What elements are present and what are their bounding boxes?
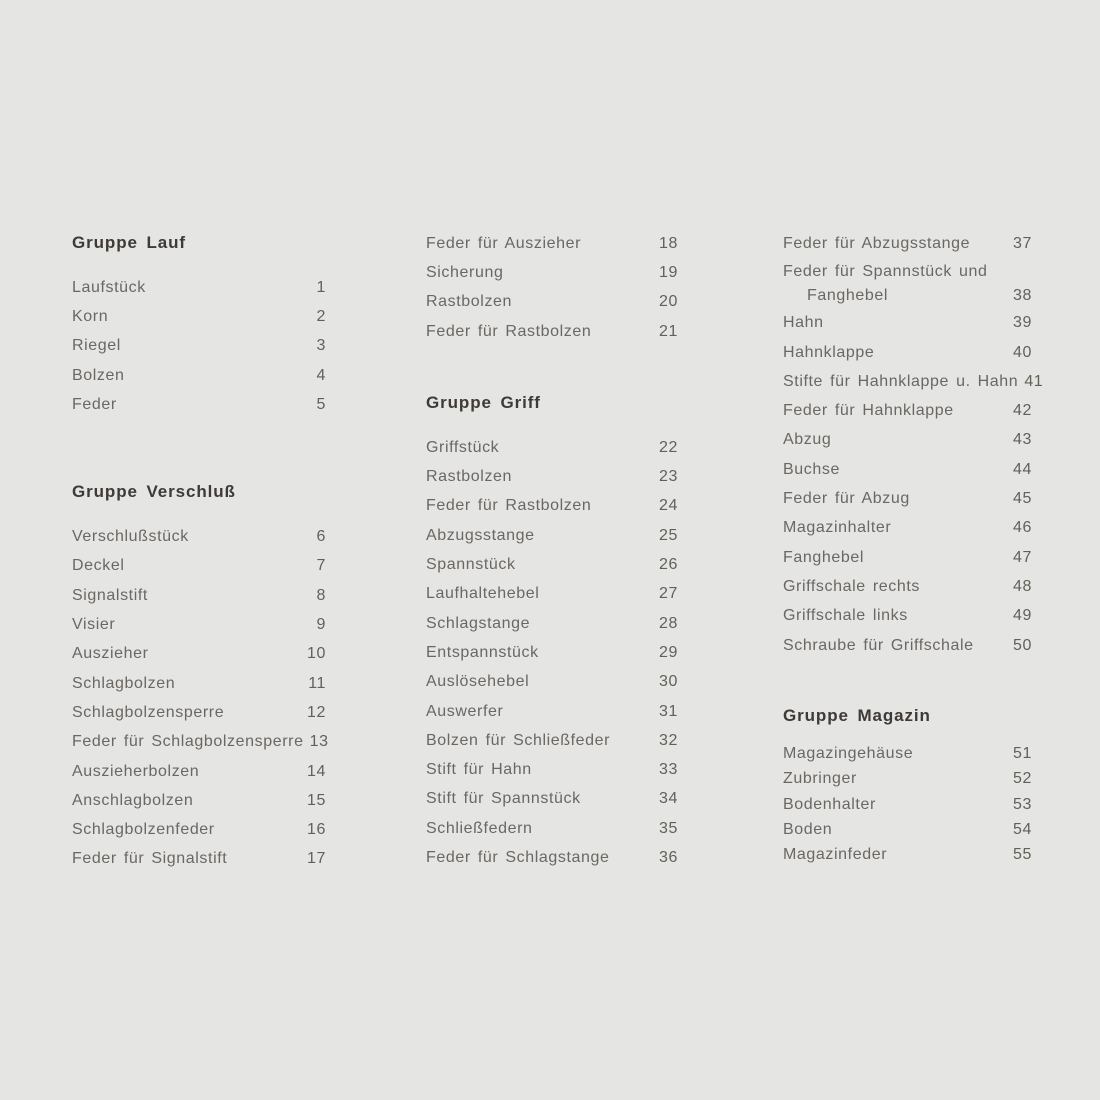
part-number: 42 [1013,402,1032,420]
part-label: Boden [783,821,833,839]
part-label: Stift für Hahn [426,761,532,779]
parts-list-row [426,462,678,491]
parts-list-row [783,309,1032,338]
part-label: Auslösehebel [426,673,530,691]
parts-list-row [783,484,1032,513]
part-number: 54 [1013,821,1032,839]
part-number: 38 [1013,286,1032,304]
parts-list-row [72,302,326,331]
part-label: Feder [72,395,117,413]
parts-column-left [72,0,329,874]
group-header: Gruppe Lauf [72,233,186,252]
part-label: Rastbolzen [426,293,513,311]
parts-list-row [783,817,1032,842]
parts-list-row [72,522,326,551]
part-label: Magazingehäuse [783,744,914,762]
part-number: 40 [1013,343,1032,361]
part-label: Zubringer [783,770,857,788]
part-label: Griffstück [426,438,500,456]
parts-list-row [72,845,326,874]
parts-list-row [783,602,1032,631]
part-label: Bolzen [72,366,125,384]
part-number: 24 [659,497,678,515]
part-number: 48 [1013,577,1032,595]
part-number: 5 [316,395,326,413]
part-label: Schlagbolzen [72,674,176,692]
parts-list-row [783,767,1032,792]
part-number: 27 [659,585,678,603]
part-number: 15 [307,791,326,809]
part-number: 50 [1013,636,1032,654]
part-number: 41 [1024,372,1044,390]
parts-list-row [783,426,1032,455]
part-label: Auszieherbolzen [72,762,200,780]
part-label: Griffschale links [783,607,908,625]
parts-list-row [72,273,326,302]
parts-column-right [783,0,1044,868]
part-label: Feder für Hahnklappe [783,402,954,420]
part-number: 53 [1013,795,1032,813]
part-number: 31 [659,702,678,720]
parts-list-row [783,792,1032,817]
part-number: 14 [307,762,326,780]
parts-list-row [426,492,678,521]
part-label: Feder für Auszieher [426,234,582,252]
part-label: Feder für Rastbolzen [426,322,592,340]
part-number: 37 [1013,234,1032,252]
part-number: 13 [309,733,329,751]
parts-list-row [426,609,678,638]
part-label: Stifte für Hahnklappe u. Hahn [783,372,1019,390]
part-number: 28 [659,614,678,632]
part-label: Feder für Abzugsstange [783,234,971,252]
parts-list-row [426,755,678,784]
parts-list-row [426,668,678,697]
parts-list-row [783,843,1032,868]
parts-list-row [783,543,1032,572]
parts-list-row [783,338,1032,367]
part-label: Hahn [783,314,824,332]
parts-list-row [426,843,678,872]
part-label: Schlagbolzenfeder [72,821,215,839]
group-header: Gruppe Verschluß [72,482,236,502]
parts-group [72,232,326,419]
parts-list-row [72,757,326,786]
part-number: 52 [1013,770,1032,788]
parts-list-row [72,669,326,698]
parts-list-row [783,514,1032,543]
part-label: Feder für Spannstück und [783,263,988,281]
part-label: Feder für Rastbolzen [426,497,592,515]
parts-list-row [426,697,678,726]
part-label: Buchse [783,460,840,478]
parts-list-row [426,638,678,667]
part-label: Sicherung [426,263,504,281]
part-number: 2 [316,307,326,325]
parts-list-row [783,741,1032,766]
part-label: Verschlußstück [72,528,189,546]
part-number: 23 [659,468,678,486]
part-label: Spannstück [426,556,516,574]
part-label: Laufhaltehebel [426,585,540,603]
part-label: Stift für Spannstück [426,790,581,808]
part-label: Schlagstange [426,614,531,632]
parts-group [783,229,1044,660]
part-number: 1 [316,278,326,296]
parts-list-row [426,317,678,346]
part-number: 10 [307,645,326,663]
part-number: 11 [308,674,326,692]
part-label: Deckel [72,557,125,575]
parts-list-row [426,433,678,462]
part-number: 25 [659,526,678,544]
part-label: Rastbolzen [426,468,513,486]
parts-list-row [72,728,329,757]
parts-list-row [783,258,1032,308]
part-number: 51 [1013,744,1032,762]
part-label: Feder für Abzug [783,490,910,508]
parts-list-row [426,521,678,550]
parts-list-row [783,229,1032,258]
parts-list-row [72,610,326,639]
part-label: Auswerfer [426,702,504,720]
part-label: Entspannstück [426,643,539,661]
part-number: 8 [316,586,326,604]
part-label: Abzug [783,431,832,449]
part-label: Auszieher [72,645,149,663]
part-label: Magazinhalter [783,519,892,537]
part-number: 33 [659,761,678,779]
parts-list-row [426,580,678,609]
part-number: 32 [659,731,678,749]
part-number: 44 [1013,460,1032,478]
part-label: Laufstück [72,278,146,296]
part-number: 7 [316,557,326,575]
parts-list-row [783,396,1032,425]
part-number: 20 [659,293,678,311]
part-number: 6 [316,528,326,546]
parts-list-row [72,815,326,844]
parts-list-row [783,455,1032,484]
part-number: 29 [659,643,678,661]
parts-list-row [783,572,1032,601]
group-header: Gruppe Magazin [783,706,931,726]
part-number: 35 [659,819,678,837]
part-label-line2: Fanghebel [807,286,889,304]
parts-list-row [72,390,326,419]
part-label: Signalstift [72,586,148,604]
parts-group [72,481,329,874]
part-number: 4 [316,366,326,384]
part-label: Hahnklappe [783,343,875,361]
parts-list-row [426,726,678,755]
parts-list-row [72,786,326,815]
part-label: Schraube für Griffschale [783,636,974,654]
parts-list-row [72,640,326,669]
part-number: 16 [307,821,326,839]
parts-list-row [426,785,678,814]
part-number: 9 [316,616,326,634]
part-label: Bolzen für Schließfeder [426,731,611,749]
group-header: Gruppe Griff [426,393,541,413]
part-number: 21 [659,322,678,340]
part-number: 43 [1013,431,1032,449]
part-number: 30 [659,673,678,691]
parts-group [783,705,1032,868]
parts-list-row [426,814,678,843]
parts-list-row [783,631,1032,660]
parts-list-row [783,367,1044,396]
part-label: Anschlagbolzen [72,791,194,809]
part-label: Korn [72,307,109,325]
part-number: 17 [307,850,326,868]
part-label: Feder für Schlagbolzensperre [72,733,304,751]
part-label: Schlagbolzensperre [72,703,225,721]
parts-column-middle [426,0,678,873]
parts-list-row [72,332,326,361]
part-label: Magazinfeder [783,846,888,864]
part-label: Visier [72,616,116,634]
part-number: 39 [1013,314,1032,332]
part-number: 45 [1013,490,1032,508]
part-label: Bodenhalter [783,795,876,813]
part-number: 22 [659,438,678,456]
part-number: 47 [1013,548,1032,566]
part-label: Abzugsstange [426,526,535,544]
part-number: 55 [1013,846,1032,864]
parts-list-row [426,229,678,258]
part-label: Fanghebel [783,548,865,566]
parts-list-row [72,581,326,610]
part-number: 19 [659,263,678,281]
part-label: Feder für Signalstift [72,850,228,868]
part-number: 34 [659,790,678,808]
parts-list-row [72,698,326,727]
part-number: 18 [659,234,678,252]
part-label: Riegel [72,337,121,355]
parts-list-row [72,552,326,581]
parts-group [426,392,678,872]
part-number: 26 [659,556,678,574]
parts-list-row [426,288,678,317]
part-label: Griffschale rechts [783,577,920,595]
parts-list-row [426,550,678,579]
parts-list-row [72,361,326,390]
part-number: 12 [307,703,326,721]
part-label: Schließfedern [426,819,533,837]
part-number: 46 [1013,519,1032,537]
part-label: Feder für Schlagstange [426,848,610,866]
part-number: 36 [659,848,678,866]
part-number: 49 [1013,607,1032,625]
parts-group [426,229,678,346]
part-number: 3 [316,337,326,355]
parts-list-row [426,258,678,287]
